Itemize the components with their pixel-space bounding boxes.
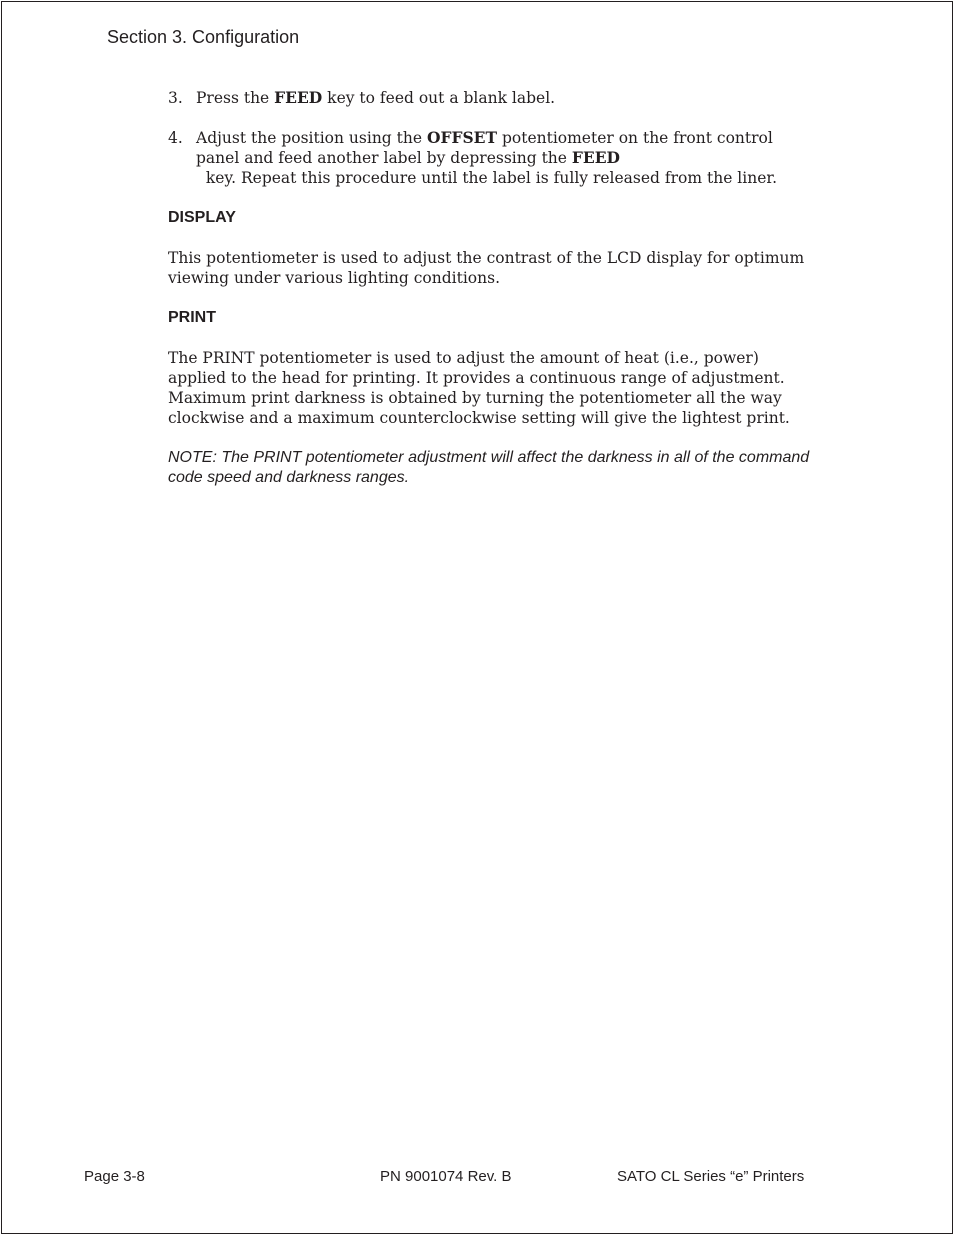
feed-key-label: FEED xyxy=(571,148,620,167)
section-header: Section 3. Configuration xyxy=(107,27,300,47)
step-text: Press the FEED key to feed out a blank label. xyxy=(196,88,556,107)
feed-key-label: FEED xyxy=(274,88,323,107)
page-content xyxy=(168,88,818,488)
step-3 xyxy=(168,88,818,108)
offset-label: OFFSET xyxy=(426,128,498,147)
print-paragraph: The PRINT potentiometer is used to adjust the amount of heat (i.e., power) applied to the head for printing. It provides a continuous range of adjustment. Maximum print darkness is obtained by turning the potentiometer all the way clockwise and a maximum counterclockwise setting will give the lightest print. xyxy=(168,349,790,427)
display-heading: DISPLAY xyxy=(168,209,236,226)
step-number: 4. xyxy=(168,129,183,147)
print-heading: PRINT xyxy=(168,309,216,326)
step-number: 3. xyxy=(168,89,183,107)
footer-product-name: SATO CL Series “e” Printers xyxy=(617,1168,805,1185)
footer-part-number: PN 9001074 Rev. B xyxy=(380,1168,512,1185)
footer-page-number: Page 3-8 xyxy=(84,1168,145,1185)
print-note: NOTE: The PRINT potentiometer adjustment will affect the darkness in all of the command code speed and darkness ranges. xyxy=(168,449,810,486)
step-text: Adjust the position using the OFFSET potentiometer on the front control panel and feed another label by depressing the FEED key. Repeat this procedure until the label is fully released from the liner. xyxy=(196,128,778,187)
step-4 xyxy=(168,128,818,188)
display-paragraph: This potentiometer is used to adjust the contrast of the LCD display for optimum viewing under various lighting conditions. xyxy=(168,249,805,287)
